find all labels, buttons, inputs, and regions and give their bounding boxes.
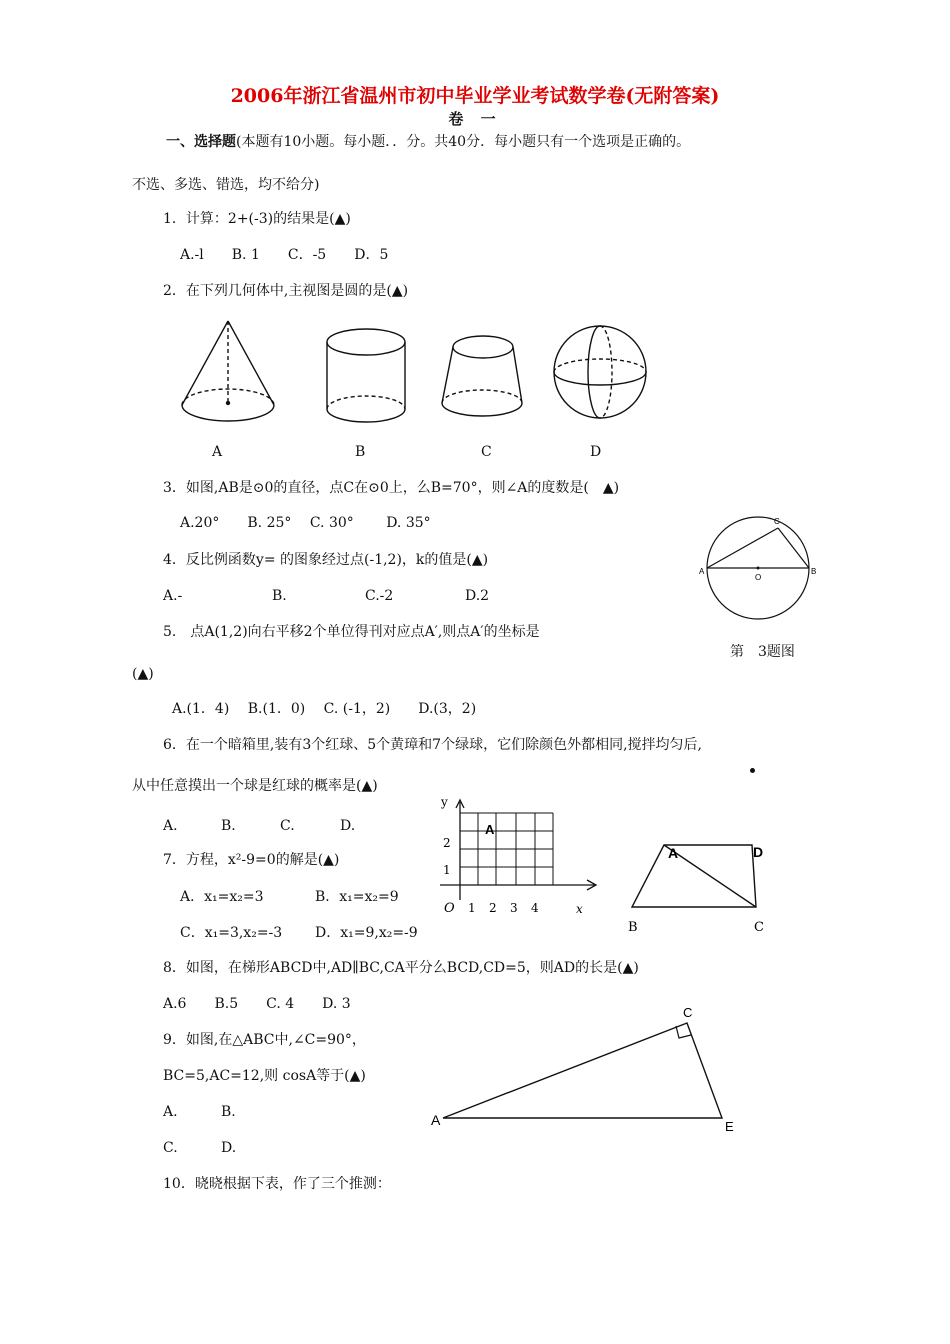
q4-option-c: C.-2 (365, 588, 394, 604)
q7-option-a: A．x₁=x₂=3 (180, 889, 264, 905)
q6-option-b: B. (221, 818, 236, 834)
q3-options: A.20° B. 25° C. 30° D. 35° (180, 515, 431, 531)
q2-label-b: B (355, 444, 366, 460)
cone-shape (182, 321, 274, 421)
q8-options: A.6 B.5 C. 4 D. 3 (163, 996, 351, 1012)
x-tick-2: 2 (489, 901, 497, 915)
tri-point-b: E (725, 1119, 734, 1134)
x-tick-1: 1 (468, 901, 476, 915)
q4-option-d: D.2 (465, 588, 490, 604)
q4-option-a: A.- (163, 588, 183, 604)
q3-stem: 3．如图,AB是⊙0的直径，点C在⊙0上，么B=70°，则∠A的度数是( ▲) (163, 480, 620, 496)
q1-options: A.-l B. 1 C．-5 D．5 (180, 247, 389, 263)
grid-lines (460, 813, 553, 885)
q2-label-d: D (590, 444, 602, 460)
q6-stem: 6．在一个暗箱里,装有3个红球、5个黄璋和7个绿球，它们除颜色外都相同,搅拌均匀后, (163, 737, 702, 753)
q5-stem-cont: (▲) (132, 666, 154, 682)
q8-trapezoid-figure (620, 835, 780, 940)
q2-label-a: A (212, 444, 223, 460)
q3-point-a: A (699, 567, 705, 576)
q3-circle-figure (696, 512, 826, 622)
tri-point-c: C (683, 1005, 693, 1020)
q5-grid-figure (430, 790, 610, 920)
x-tick-4: 4 (531, 901, 539, 915)
origin-label: O (444, 901, 455, 916)
y-axis-label: y (441, 795, 448, 809)
q9-stem: 9．如图,在△ABC中,∠C=90°， (163, 1032, 366, 1048)
section-intro-text: (本题有10小题。每小题．．分。共40分．每小题只有一个选项是正确的。 (236, 134, 691, 150)
q8-stem: 8．如图，在梯形ABCD中,AD∥BC,CA平分么BCD,CD=5，则AD的长是(▲) (163, 960, 639, 976)
q2-label-c: C (481, 444, 492, 460)
y-tick-2: 2 (443, 836, 451, 850)
q6-stem-cont: 从中任意摸出一个球是红球的概率是(▲) (132, 778, 378, 794)
q3-point-o: O (755, 573, 762, 582)
trap-point-b: B (628, 920, 638, 935)
q6-option-d: D. (340, 818, 356, 834)
trapezoid-abcd (632, 845, 756, 907)
x-axis-label: x (576, 902, 583, 916)
q9-option-a: A. (163, 1104, 178, 1120)
q2-stem: 2．在下列几何体中,主视图是圆的是(▲) (163, 283, 409, 299)
tri-point-a: A (431, 1112, 441, 1128)
q9-option-b: B. (221, 1104, 236, 1120)
q10-stem: 10．晓晓根据下表，作了三个推测： (163, 1176, 391, 1192)
q7-option-d: D．x₁=9,x₂=-9 (315, 925, 418, 941)
q3-fig-caption: 第 3题图 (730, 644, 795, 660)
x-tick-3: 3 (510, 901, 518, 915)
grid-point-a: A (485, 822, 495, 837)
q9-stem-cont: BC=5,AC=12,则 cosA等于(▲) (163, 1068, 366, 1084)
y-tick-1: 1 (443, 863, 451, 877)
q1-stem: 1．计算：2+(-3)的结果是(▲) (163, 211, 351, 227)
q9-triangle-figure (425, 1000, 755, 1135)
section-intro-cont: 不选、多选、错选，均不给分) (132, 177, 320, 193)
page-title: 2006年浙江省温州市初中毕业学业考试数学卷(无附答案) (230, 85, 720, 107)
paper-subtitle: 卷 一 (448, 110, 502, 128)
q6-option-a: A. (163, 818, 178, 834)
trap-point-c: C (754, 920, 764, 935)
sphere-shape (554, 326, 646, 418)
q5-options: A.(1．4) B.(1．0) C. (-1，2) D.(3，2) (172, 701, 477, 717)
cylinder-shape (327, 329, 405, 422)
stray-dot (750, 768, 755, 773)
section-heading: 一、选择题 (166, 134, 236, 150)
q7-stem: 7．方程，x²-9=0的解是(▲) (163, 852, 340, 868)
q4-stem: 4．反比例函数y= 的图象经过点(-1,2)，k的值是(▲) (163, 552, 489, 568)
q9-option-c: C. (163, 1140, 178, 1156)
frustum-shape (442, 336, 522, 416)
q3-point-b: B (811, 567, 817, 576)
q5-stem: 5． 点A(1,2)向右平移2个单位得刊对应点A′,则点A′的坐标是 (163, 624, 540, 640)
q6-option-c: C. (280, 818, 295, 834)
q7-option-c: C．x₁=3,x₂=-3 (180, 925, 283, 941)
q3-point-c: C (774, 517, 780, 526)
q2-solids-figure (170, 315, 650, 430)
q4-option-b: B. (272, 588, 287, 604)
q9-option-d: D. (221, 1140, 237, 1156)
trap-point-a: A (668, 845, 679, 861)
q7-option-b: B．x₁=x₂=9 (315, 889, 399, 905)
section-intro (166, 133, 690, 151)
trap-point-d: D (753, 844, 764, 860)
